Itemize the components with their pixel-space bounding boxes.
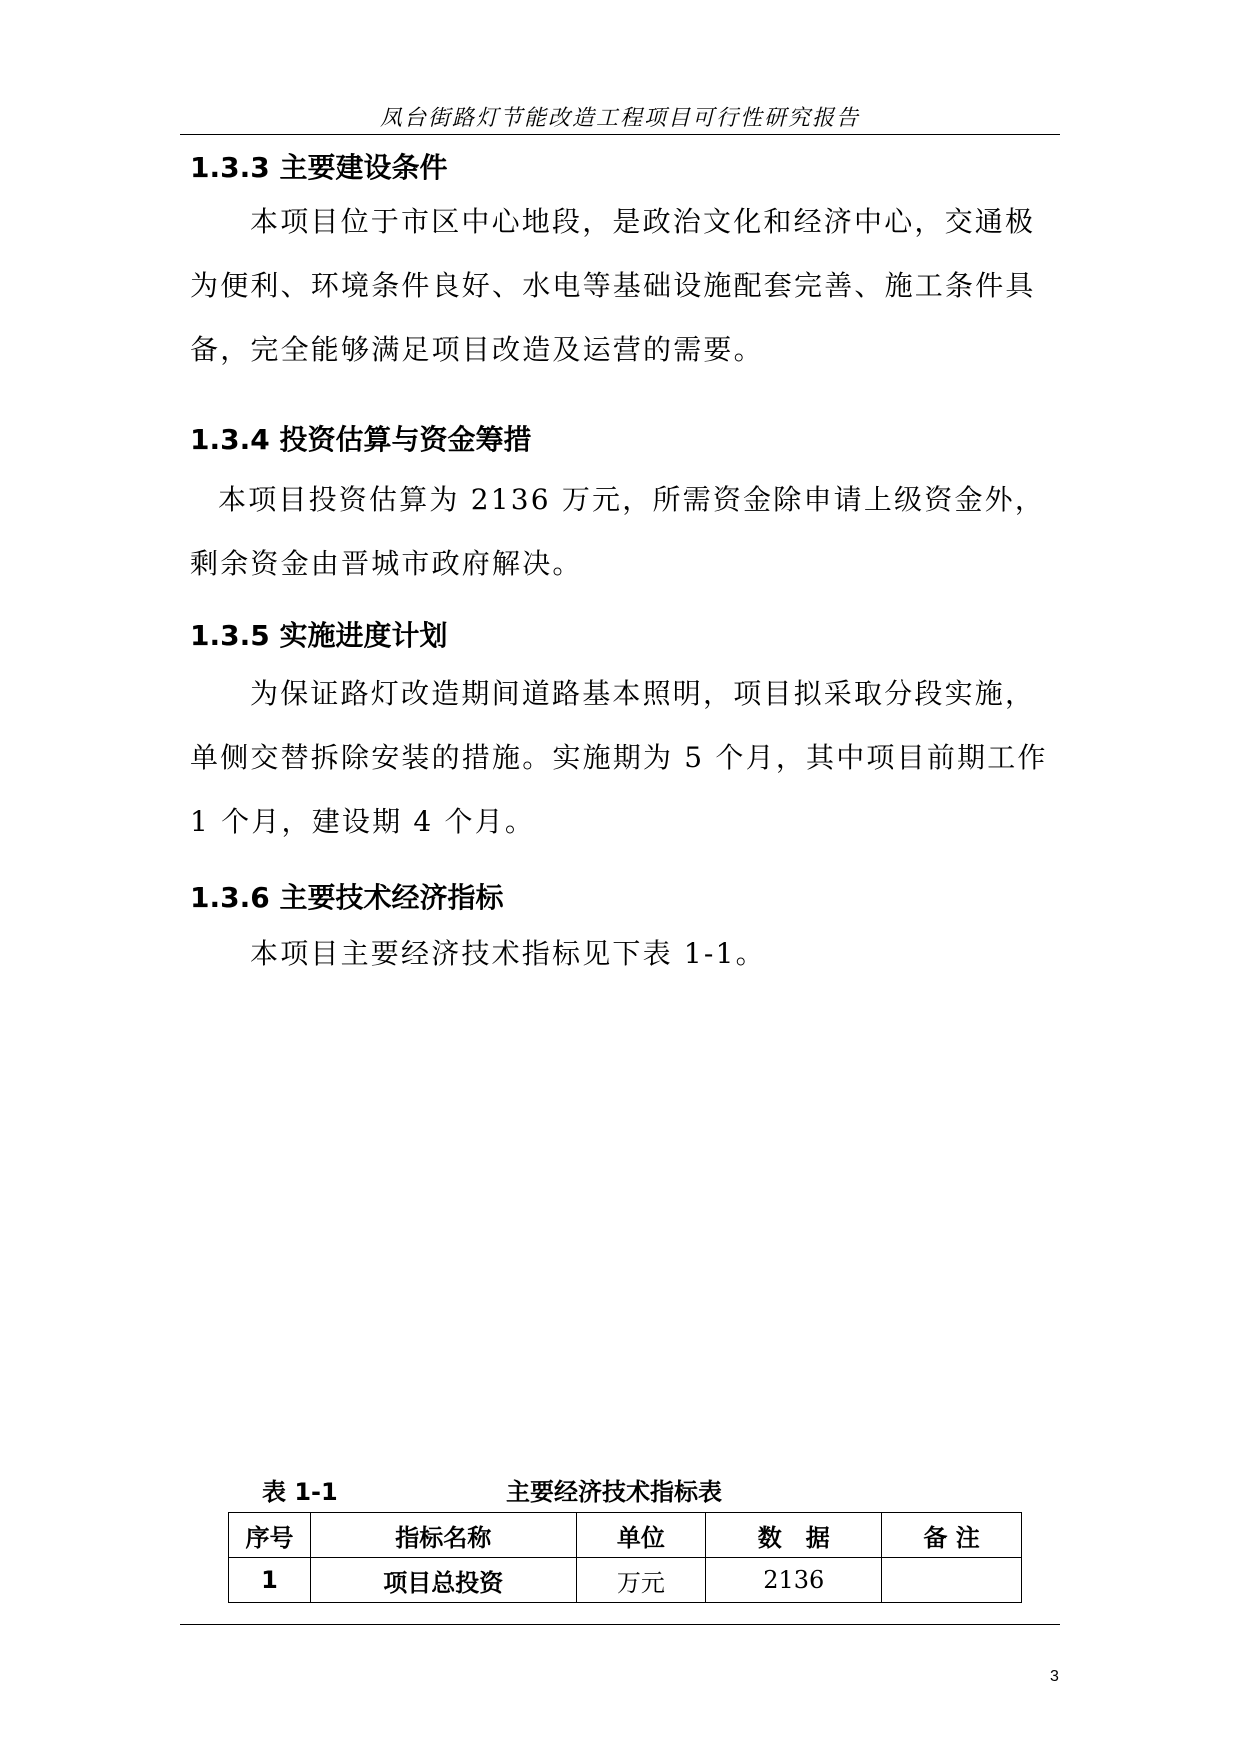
page-header-title: 凤台街路灯节能改造工程项目可行性研究报告	[379, 106, 860, 131]
col-header-unit: 单位	[576, 1513, 706, 1558]
indicators-table	[228, 1512, 1022, 1603]
section-paragraph-1-3-3	[190, 190, 1060, 382]
col-header-value: 数 据	[706, 1513, 882, 1558]
cell-unit: 万元	[576, 1558, 706, 1603]
table-title: 主要经济技术指标表	[506, 1478, 722, 1506]
paragraph-text: 本项目投资估算为 2136 万元，所需资金除申请上级资金外，剩余资金由晋城市政府解决。	[190, 483, 1046, 580]
footer-rule	[180, 1624, 1060, 1625]
cell-note	[882, 1558, 1022, 1603]
col-header-note: 备 注	[882, 1513, 1022, 1558]
header-rule	[180, 134, 1060, 135]
cell-value: 2136	[706, 1558, 882, 1603]
table-number: 表 1-1	[262, 1478, 338, 1506]
section-heading-1-3-6: 1.3.6 主要技术经济指标	[190, 881, 504, 914]
cell-indicator-name: 项目总投资	[310, 1558, 576, 1603]
section-heading-1-3-5: 1.3.5 实施进度计划	[190, 619, 448, 652]
paragraph-text: 本项目位于市区中心地段，是政治文化和经济中心，交通极为便利、环境条件良好、水电等基础设施配套完善、施工条件具备，完全能够满足项目改造及运营的需要。	[190, 205, 1036, 366]
col-header-serial: 序号	[229, 1513, 311, 1558]
section-paragraph-1-3-6	[190, 922, 1060, 986]
table-row	[229, 1558, 1022, 1603]
page-number: 3	[1050, 1668, 1059, 1685]
section-paragraph-1-3-5	[190, 662, 1060, 854]
cell-serial: 1	[229, 1558, 311, 1603]
col-header-indicator-name: 指标名称	[310, 1513, 576, 1558]
paragraph-text: 为保证路灯改造期间道路基本照明，项目拟采取分段实施，单侧交替拆除安装的措施。实施期为 5 个月，其中项目前期工作 1 个月，建设期 4 个月。	[190, 677, 1048, 838]
section-heading-1-3-4: 1.3.4 投资估算与资金筹措	[190, 423, 532, 456]
paragraph-text: 本项目主要经济技术指标见下表 1-1。	[250, 937, 766, 970]
section-heading-1-3-3: 1.3.3 主要建设条件	[190, 151, 448, 184]
section-paragraph-1-3-4	[190, 468, 1060, 596]
table-header-row	[229, 1513, 1022, 1558]
